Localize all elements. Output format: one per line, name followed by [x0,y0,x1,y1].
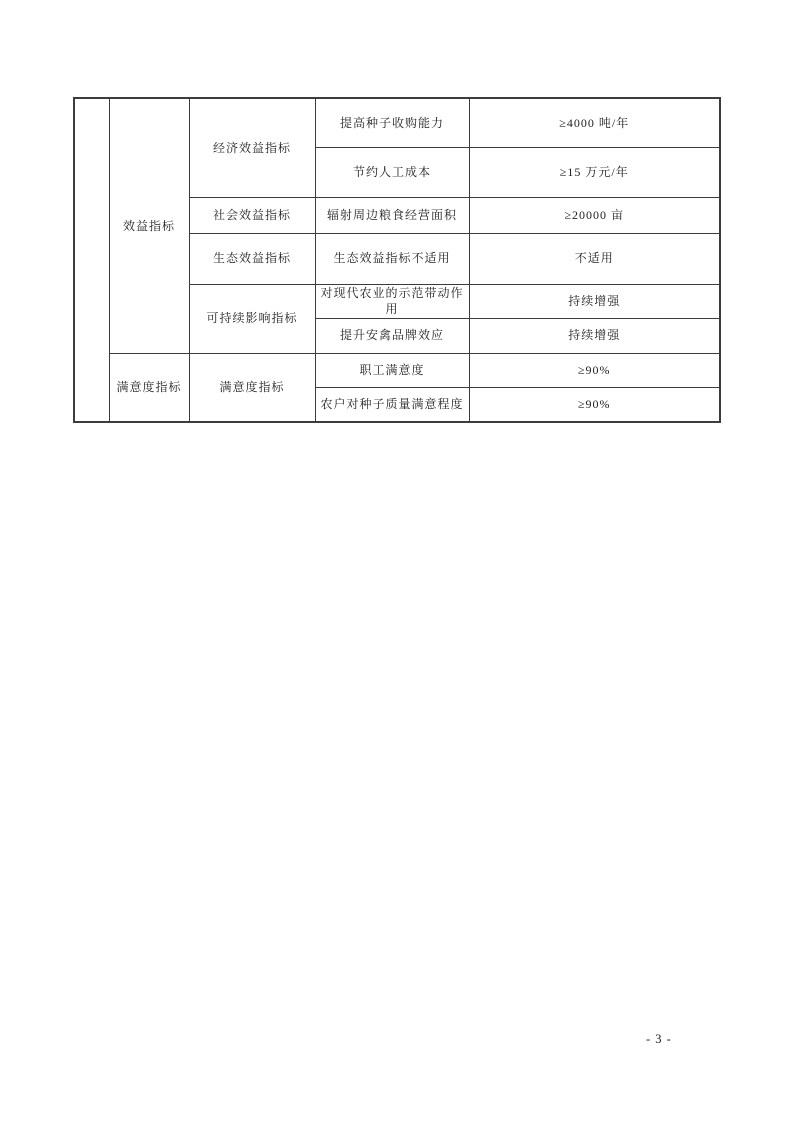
category-cell-satisfaction: 满意度指标 [109,353,189,422]
spanning-empty-cell [74,98,109,422]
subcategory-cell-social: 社会效益指标 [189,197,315,233]
indicator-target-cell: ≥15 万元/年 [469,147,720,197]
indicator-name-cell: 生态效益指标不适用 [315,233,469,284]
subcategory-cell-sustainability: 可持续影响指标 [189,284,315,353]
indicator-name-cell: 农户对种子质量满意程度 [315,387,469,422]
indicator-name-cell: 职工满意度 [315,353,469,387]
indicator-target-cell: ≥4000 吨/年 [469,98,720,147]
subcategory-cell-economic: 经济效益指标 [189,98,315,197]
category-cell-benefit: 效益指标 [109,98,189,353]
indicator-name-cell: 辐射周边粮食经营面积 [315,197,469,233]
indicator-target-cell: 持续增强 [469,284,720,318]
indicator-target-cell: 不适用 [469,233,720,284]
indicator-name-cell: 对现代农业的示范带动作用 [315,284,469,318]
performance-indicator-table [73,97,721,423]
indicator-target-cell: ≥20000 亩 [469,197,720,233]
indicator-name-cell: 提升安禽品牌效应 [315,318,469,353]
indicator-name-cell: 节约人工成本 [315,147,469,197]
table-row [74,353,720,387]
indicator-target-cell: ≥90% [469,353,720,387]
indicator-target-cell: 持续增强 [469,318,720,353]
table-row [74,98,720,147]
subcategory-cell-ecological: 生态效益指标 [189,233,315,284]
indicator-name-cell: 提高种子收购能力 [315,98,469,147]
subcategory-cell-satisfaction: 满意度指标 [189,353,315,422]
page-number: - 3 - [646,1032,672,1046]
indicator-target-cell: ≥90% [469,387,720,422]
